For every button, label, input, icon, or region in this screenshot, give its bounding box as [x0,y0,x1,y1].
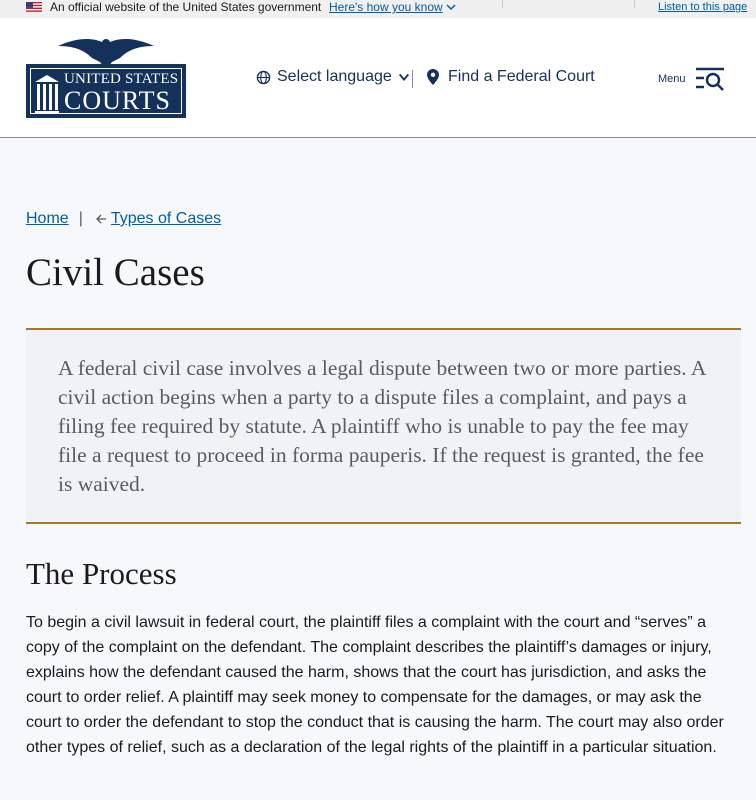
gov-banner [0,0,756,18]
courthouse-columns-icon [34,74,60,114]
breadcrumb-separator: | [78,210,83,227]
logo-box [26,64,186,118]
globe-icon [256,70,271,85]
us-courts-logo[interactable] [26,36,186,118]
chevron-down-icon[interactable] [446,3,456,11]
find-federal-court-label: Find a Federal Court [448,68,595,85]
process-paragraph: To begin a civil lawsuit in federal court, the plaintiff files a complaint with the court and “serves” a copy of the complaint on the defendant. The complaint describes the plaintiff’s damages or injury, explains how the defendant caused the harm, shows that the court has jurisdiction, and asks the court to order relief. A plaintiff may seek money to compensate for the damages, or may ask the court to order the defendant to stop the conduct that is causing the harm. The court may also order other types of relief, such as a declaration of the legal rights of the plaintiff in a particular situation. [26,614,724,756]
listen-to-page-link[interactable]: Listen to this page [658,1,748,13]
location-pin-icon [427,69,439,85]
banner-divider [502,0,503,8]
breadcrumb-types-of-cases-link[interactable]: Types of Cases [110,210,222,227]
page-title: Civil Cases [26,251,205,294]
select-language-label: Select language [277,68,392,85]
summary-text: A federal civil case involves a legal dispute between two or more parties. A civil action begins when a party to a dispute files a complaint, and pays a filing fee required by statute. A plaintiff who is unable to pay the fee may file a request to proceed in forma pauperis. If the request is granted, the fee is waived. [58,356,706,496]
breadcrumb-home-link[interactable]: Home [26,210,69,227]
site-header [0,18,756,138]
banner-divider [634,0,635,8]
arrow-left-icon [95,213,107,225]
menu-label: Menu [658,73,686,85]
menu-search-icon [694,66,726,92]
how-you-know-link[interactable]: Here's how you know [329,0,443,14]
official-website-text: An official website of the United States government [50,0,322,14]
logo-courts-text: COURTS [64,86,172,115]
section-title-process: The Process [26,556,177,591]
menu-button[interactable] [658,66,726,92]
chevron-down-icon [398,71,410,83]
find-federal-court-link[interactable] [427,68,595,86]
header-divider [412,70,413,88]
summary-box [26,328,741,524]
logo-united-states-text: UNITED STATES [64,71,179,87]
select-language-button[interactable] [256,68,410,86]
us-flag-icon [26,2,42,12]
breadcrumb [26,210,221,228]
